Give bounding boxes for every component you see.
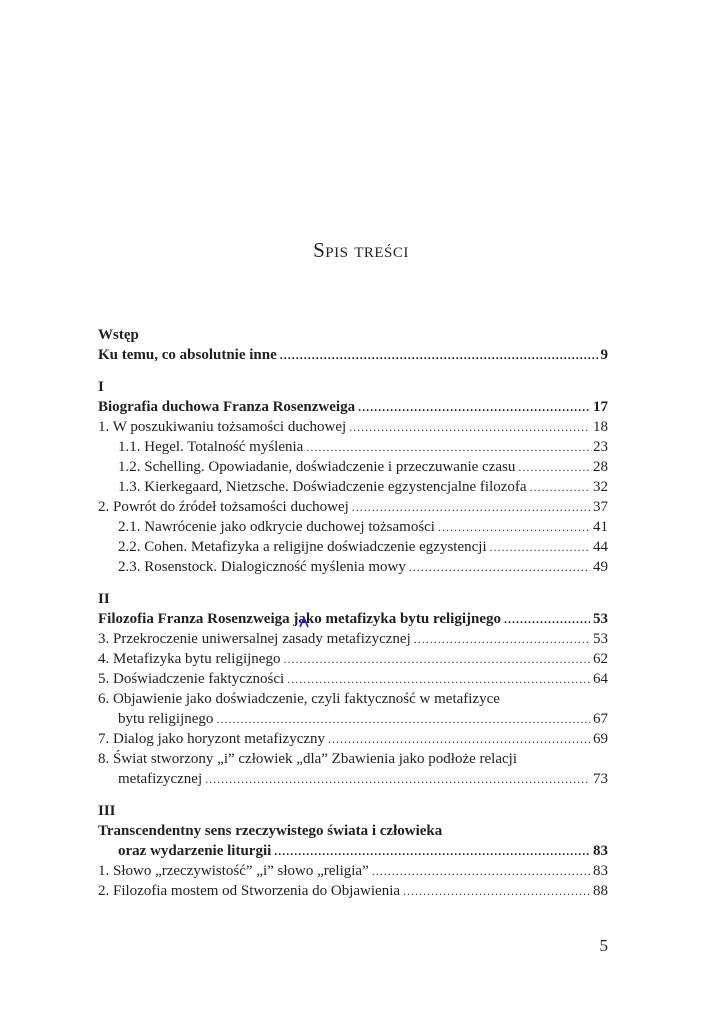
- toc-entry-text: 1.3. Kierkegaard, Nietzsche. Doświadczenie egzystencjalne filozofa: [118, 479, 527, 495]
- dot-leader: [274, 841, 590, 861]
- dot-leader: [205, 769, 590, 789]
- dot-leader: [403, 881, 590, 901]
- dot-leader: [372, 861, 590, 881]
- toc-entry-page: 53: [593, 611, 608, 627]
- toc-entry: [98, 437, 608, 457]
- toc-entry: [98, 417, 608, 437]
- toc-entry-text: oraz wydarzenie liturgii: [118, 843, 272, 859]
- dot-leader: [352, 497, 590, 517]
- section-heading: [98, 841, 608, 861]
- toc-entry: [98, 769, 608, 789]
- toc-entry-page: 69: [593, 731, 608, 747]
- toc-entry-text: Ku temu, co absolutnie inne: [98, 347, 277, 363]
- toc-entry-text: Biografia duchowa Franza Rosenzweiga: [98, 399, 356, 415]
- toc-entry-page: 18: [593, 419, 608, 435]
- dot-leader: [409, 557, 590, 577]
- toc-entry-page: 23: [593, 439, 608, 455]
- toc-entry-text: 2.2. Cohen. Metafizyka a religijne doświadczenie egzystencji: [118, 539, 487, 555]
- toc-entry-text: 8. Świat stworzony „i” człowiek „dla” Zbawienia jako podłoże relacji: [98, 751, 518, 767]
- dot-leader: [306, 437, 590, 457]
- toc-entry-page: 17: [593, 399, 608, 415]
- toc-entry: [98, 477, 608, 497]
- dot-leader: [490, 537, 590, 557]
- toc-entry-page: 41: [593, 519, 608, 535]
- toc-entry-text: 2.1. Nawrócenie jako odkrycie duchowej tożsamości: [118, 519, 435, 535]
- toc-entry-page: 64: [593, 671, 608, 687]
- toc-entry: [98, 457, 608, 477]
- toc-entry-text: 6. Objawienie jako doświadczenie, czyli faktyczność w metafizyce: [98, 691, 500, 707]
- section-label-wstep: Wstęp: [98, 327, 139, 343]
- section-heading: Transcendentny sens rzeczywistego świata i człowieka: [98, 823, 443, 839]
- toc-entry-page: 28: [593, 459, 608, 475]
- section-numeral: II: [98, 591, 110, 607]
- dot-leader: [414, 629, 590, 649]
- dot-leader: [216, 709, 590, 729]
- toc-entry-text: 1. W poszukiwaniu tożsamości duchowej: [98, 419, 347, 435]
- toc-entry-text: 4. Metafizyka bytu religijnego: [98, 651, 281, 667]
- section-heading: [98, 397, 608, 417]
- toc-entry-text: bytu religijnego: [118, 711, 214, 727]
- toc-entry: [98, 557, 608, 577]
- toc-entry: [98, 497, 608, 517]
- toc-entry: [98, 517, 608, 537]
- toc-entry: [98, 881, 608, 901]
- dot-leader: [280, 345, 598, 365]
- section-numeral: III: [98, 803, 116, 819]
- toc-entry: [98, 649, 608, 669]
- dot-leader: [349, 417, 590, 437]
- toc-entry: [98, 345, 608, 365]
- page-number: 5: [599, 936, 608, 955]
- text-cursor-icon: [299, 616, 309, 628]
- toc-entry-page: 49: [593, 559, 608, 575]
- toc-entry: [98, 729, 608, 749]
- dot-leader: [283, 649, 590, 669]
- toc-entry-page: 83: [593, 843, 608, 859]
- page-title: Spis treści: [313, 238, 409, 262]
- toc-entry-text: 1. Słowo „rzeczywistość” „i” słowo „religia”: [98, 863, 369, 879]
- dot-leader: [287, 669, 590, 689]
- toc-entry-text: 1.1. Hegel. Totalność myślenia: [118, 439, 304, 455]
- toc-entry-page: 62: [593, 651, 608, 667]
- dot-leader: [438, 517, 590, 537]
- toc-entry-page: 37: [593, 499, 608, 515]
- section-numeral: I: [98, 379, 104, 395]
- toc-entry-page: 53: [593, 631, 608, 647]
- table-of-contents: [98, 325, 608, 901]
- dot-leader: [328, 729, 590, 749]
- toc-entry-page: 44: [593, 539, 608, 555]
- toc-entry-page: 9: [600, 347, 608, 363]
- toc-entry-page: 67: [593, 711, 608, 727]
- toc-entry-text: metafizycznej: [118, 771, 203, 787]
- toc-entry: [98, 669, 608, 689]
- toc-entry-text: 7. Dialog jako horyzont metafizyczny: [98, 731, 326, 747]
- dot-leader: [358, 397, 590, 417]
- toc-entry-text: 1.2. Schelling. Opowiadanie, doświadczenie i przeczuwanie czasu: [118, 459, 516, 475]
- toc-entry-page: 32: [593, 479, 608, 495]
- toc-entry: [98, 537, 608, 557]
- toc-entry-text: 2. Filozofia mostem od Stworzenia do Objawienia: [98, 883, 401, 899]
- dot-leader: [518, 457, 590, 477]
- toc-entry: [98, 629, 608, 649]
- toc-entry-text: 2.3. Rosenstock. Dialogiczność myślenia mowy: [118, 559, 406, 575]
- toc-entry-text: 5. Doświadczenie faktyczności: [98, 671, 285, 687]
- toc-entry-page: 88: [593, 883, 608, 899]
- dot-leader: [504, 609, 590, 629]
- toc-entry-page: 83: [593, 863, 608, 879]
- toc-entry-page: 73: [593, 771, 608, 787]
- toc-entry-text: 2. Powrót do źródeł tożsamości duchowej: [98, 499, 349, 515]
- toc-entry-text: Filozofia Franza Rosenzweiga jako metafizyka bytu religijnego: [98, 611, 501, 627]
- toc-entry-text: 3. Przekroczenie uniwersalnej zasady metafizycznej: [98, 631, 411, 647]
- dot-leader: [530, 477, 590, 497]
- toc-entry: [98, 861, 608, 881]
- toc-entry: [98, 709, 608, 729]
- section-heading: [98, 609, 608, 629]
